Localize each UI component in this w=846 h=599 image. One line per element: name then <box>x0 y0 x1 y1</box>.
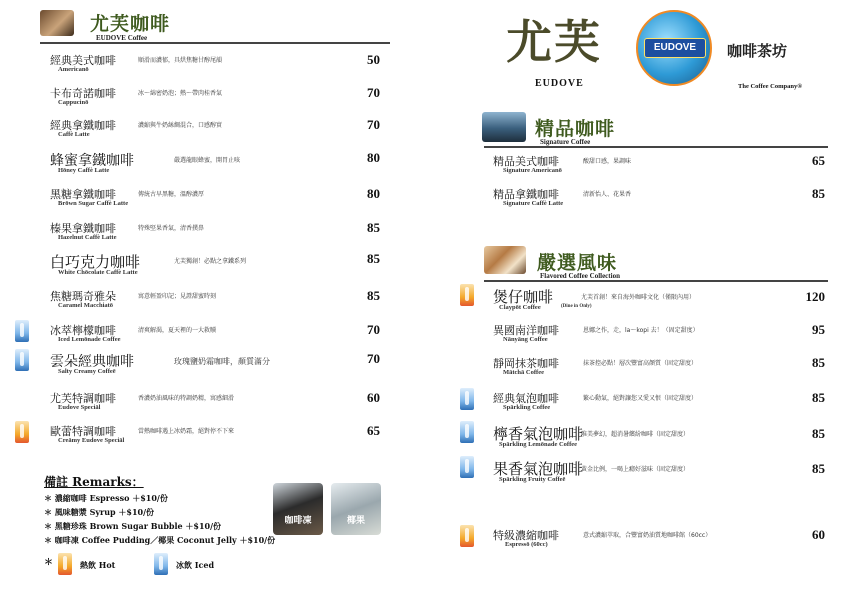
menu-item-price: 60 <box>367 390 380 405</box>
iced-drink-icon <box>460 456 474 478</box>
menu-item-price: 95 <box>812 322 825 337</box>
signature-divider <box>484 146 828 148</box>
remark-brown-sugar-bubble: ＊ 黑糖珍珠 Brown Sugar Bubble ＋$10/份 <box>44 521 222 531</box>
menu-item-name: 特級濃縮咖啡 <box>493 529 559 542</box>
iced-drink-icon <box>15 349 29 371</box>
menu-item-description: 意式濃縮萃取，合豐富奶油質地咖啡館（60cc） <box>583 532 712 539</box>
menu-item-price: 65 <box>812 153 825 168</box>
menu-item-name: 冰萃檸檬咖啡 <box>50 324 116 337</box>
coconut-jelly-photo-label: 椰果 <box>346 516 365 526</box>
hot-drink-icon <box>15 421 29 443</box>
menu-item-description: 傳統古早黑糖，溫醇濃厚 <box>138 191 205 198</box>
menu-item-dine-in-note: (Dine in Only) <box>561 304 592 309</box>
flavored-section-subtitle: Flavored Coffee Collection <box>540 272 620 280</box>
menu-item-description: 黃金比例，一喝上癮好滋味（固定甜度） <box>581 466 690 473</box>
menu-item-price: 70 <box>367 322 380 337</box>
menu-item-english-name: White Chōcolate Caffè Latte <box>58 269 138 276</box>
menu-item-price: 85 <box>812 461 825 476</box>
menu-item-price: 85 <box>367 288 380 303</box>
menu-item-description: 恩娜之作，走，la～kopi 去！（固定甜度） <box>583 327 699 334</box>
menu-item-description: 繁心動氣，絕對讓您又愛又恨（固定甜度） <box>583 395 698 402</box>
menu-item-name: 蜂蜜拿鐵咖啡 <box>50 153 134 169</box>
menu-item-english-name: Espressō (60cc) <box>505 541 548 548</box>
menu-item-english-name: Caffè Latte <box>58 131 90 138</box>
hot-drink-icon <box>58 553 72 575</box>
menu-item-description: 酸甜口感，果調味 <box>583 158 632 165</box>
menu-item-name: 煲仔咖啡 <box>493 288 554 306</box>
globe-logo-text: EUDOVE <box>644 38 706 58</box>
menu-item-name: 異國南洋咖啡 <box>493 324 559 337</box>
signature-coffee-header-image <box>482 112 526 142</box>
coffee-pudding-photo <box>273 483 323 535</box>
menu-item-price: 85 <box>367 251 380 266</box>
flavored-section-header-image <box>484 246 526 274</box>
menu-item-name: 經典拿鐵咖啡 <box>50 119 116 132</box>
menu-item-english-name: Brōwn Sugar Caffè Latte <box>58 200 129 207</box>
menu-item-price: 65 <box>367 423 380 438</box>
coffee-cup-header-image <box>40 10 74 36</box>
remark-espresso: ＊ 濃縮咖啡 Espresso ＋$10/份 <box>44 493 168 503</box>
menu-item-price: 120 <box>805 289 825 304</box>
menu-item-english-name: Spārkling Lemōnade Coffee <box>499 441 577 448</box>
menu-item-price: 85 <box>812 186 825 201</box>
menu-item-price: 60 <box>812 527 825 542</box>
flavored-divider <box>484 280 828 282</box>
menu-item-english-name: Eudove Speciāl <box>58 404 101 411</box>
menu-item-name: 黑糖拿鐵咖啡 <box>50 188 116 201</box>
remarks-title: 備註 Remarks： <box>44 475 144 489</box>
menu-item-name: 檸香氣泡咖啡 <box>493 425 584 443</box>
menu-item-name: 精品美式咖啡 <box>493 155 559 168</box>
menu-item-price: 85 <box>812 355 825 370</box>
menu-item-description: 玫瑰鹽奶霜咖啡，顏質滿分 <box>174 357 270 366</box>
menu-item-english-name: Caramel Macchiatō <box>58 302 114 309</box>
menu-item-description: 特殊堅果香氣，清香撲鼻 <box>138 225 205 232</box>
legend-asterisk: ＊ <box>44 558 54 568</box>
brand-tagline-chinese: 咖啡茶坊 <box>727 42 788 60</box>
menu-item-description: 抹茶控必點！層次豐富高顏質（固定甜度） <box>583 360 698 367</box>
left-section-title: 尤芙咖啡 <box>90 13 171 35</box>
menu-item-description: 寓意輕盈印記；見證甜蜜時刻 <box>138 293 217 300</box>
menu-item-english-name: Hōney Caffè Latte <box>58 167 110 174</box>
menu-item-description: 香濃奶油風味的特調奶精，寓感細滑 <box>138 395 235 402</box>
menu-item-description: 唯美夢幻，超消暑繽紛咖啡（固定甜度） <box>581 431 690 438</box>
menu-item-price: 80 <box>367 150 380 165</box>
signature-section-title: 精品咖啡 <box>535 118 616 140</box>
coconut-jelly-photo <box>331 483 381 535</box>
menu-item-english-name: Americanō <box>58 66 89 73</box>
menu-item-english-name: Nānyāng Coffee <box>503 336 548 343</box>
menu-item-description: 冰～綿密奶泡；熱～帶肉桂香氣 <box>138 90 223 97</box>
menu-item-name: 靜岡抹茶咖啡 <box>493 357 559 370</box>
remark-syrup: ＊ 風味糖漿 Syrup ＋$10/份 <box>44 507 155 517</box>
menu-item-description: 清新怡人、花果香 <box>583 191 632 198</box>
menu-item-english-name: Signature Americanō <box>503 167 562 174</box>
brand-logo-english: EUDOVE <box>535 78 584 89</box>
menu-item-english-name: Cappucinō <box>58 99 89 106</box>
menu-item-price: 85 <box>812 426 825 441</box>
eudove-globe-logo <box>636 10 712 86</box>
menu-item-price: 70 <box>367 85 380 100</box>
menu-item-english-name: Spārkling Coffee <box>503 404 551 411</box>
flavored-section-title: 嚴選風味 <box>537 252 618 274</box>
left-section-subtitle: EUDOVE Coffee <box>96 34 148 42</box>
menu-item-english-name: Iced Lemōnade Coffee <box>58 336 121 343</box>
menu-item-name: 焦糖瑪奇雅朵 <box>50 290 116 303</box>
menu-item-english-name: Salty Creamy Coffeē <box>58 368 116 375</box>
menu-item-name: 經典美式咖啡 <box>50 54 116 67</box>
menu-item-english-name: Spārkling Fruity Coffeē <box>499 476 566 483</box>
menu-item-name: 果香氣泡咖啡 <box>493 460 584 478</box>
menu-item-name: 榛果拿鐵咖啡 <box>50 222 116 235</box>
menu-item-price: 85 <box>367 220 380 235</box>
left-header-divider <box>40 42 390 44</box>
iced-drink-icon <box>15 320 29 342</box>
menu-item-english-name: Signature Caffè Latte <box>503 200 564 207</box>
brand-logo-chinese: 尤芙 <box>506 15 602 69</box>
menu-item-english-name: Mātchā Coffee <box>503 369 544 376</box>
iced-drink-icon <box>154 553 168 575</box>
menu-item-price: 70 <box>367 351 380 366</box>
iced-drink-icon <box>460 388 474 410</box>
menu-item-name: 卡布奇諾咖啡 <box>50 87 116 100</box>
menu-item-price: 50 <box>367 52 380 67</box>
menu-item-price: 70 <box>367 117 380 132</box>
menu-item-name: 白巧克力咖啡 <box>50 253 141 271</box>
menu-item-english-name: Hazelnut Caffè Latte <box>58 234 117 241</box>
menu-item-english-name: Claypōt Coffee <box>499 304 541 311</box>
legend-cold-label: 冰飲 Iced <box>176 560 215 570</box>
signature-section-subtitle: Signature Coffee <box>540 138 591 146</box>
menu-item-price: 80 <box>367 186 380 201</box>
menu-item-name: 精品拿鐵咖啡 <box>493 188 559 201</box>
menu-item-description: 尤芙獨創！必點之拿鐵系列 <box>174 258 247 265</box>
menu-item-name: 經典氣泡咖啡 <box>493 392 559 405</box>
legend-hot-label: 熱飲 Hot <box>80 560 116 570</box>
brand-tagline-english: The Coffee Company® <box>738 83 803 90</box>
menu-item-name: 歐蕾特調咖啡 <box>50 425 116 438</box>
coffee-pudding-photo-label: 咖啡凍 <box>284 516 312 526</box>
menu-item-description: 順滑而濃郁，具烘焦糖甘醇尾韻 <box>138 57 223 64</box>
remark-coffee-pudding: ＊ 咖啡凍 Coffee Pudding／椰果 Coconut Jelly ＋$10/份 <box>44 535 276 545</box>
menu-item-name: 雲朵經典咖啡 <box>50 354 134 370</box>
menu-item-description: 濃縮與牛奶絲綢混合，口感醇實 <box>138 122 223 129</box>
menu-item-description: 嚴選龍眼蜂蜜，開胃止咳 <box>174 157 241 164</box>
menu-item-price: 85 <box>812 390 825 405</box>
menu-item-english-name: Creāmy Eudove Speciāl <box>58 437 125 444</box>
menu-item-description: 清爽解渴，夏天裡的一大救贖 <box>138 327 217 334</box>
menu-item-description: 當熱咖啡遇上冰奶霜，絕對停不下來 <box>138 428 235 435</box>
iced-drink-icon <box>460 421 474 443</box>
menu-item-description: 尤芙首創！來自海外咖啡文化（僅限內用） <box>581 294 696 301</box>
menu-item-name: 尤芙特調咖啡 <box>50 392 116 405</box>
hot-drink-icon <box>460 525 474 547</box>
hot-drink-icon <box>460 284 474 306</box>
